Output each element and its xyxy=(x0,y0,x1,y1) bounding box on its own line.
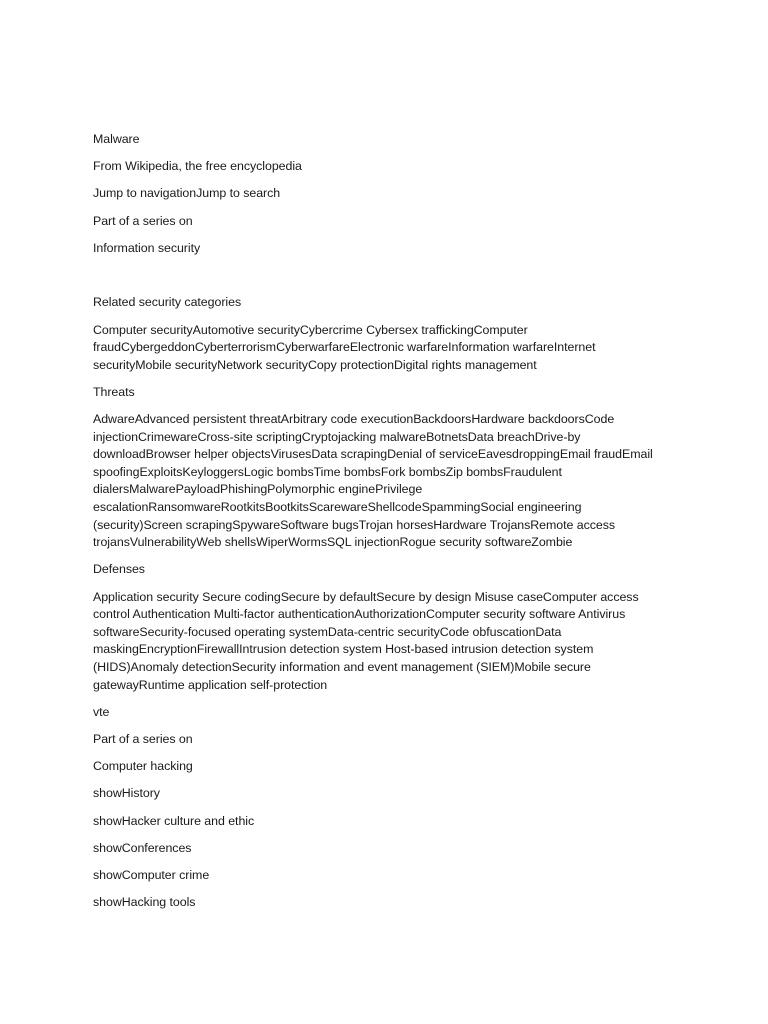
show-hacker-culture-item[interactable]: showHacker culture and ethic xyxy=(93,813,255,828)
document-page xyxy=(93,131,668,912)
related-categories-text: Computer securityAutomotive securityCybercrime Cybersex traffickingComputer fraudCybergeddonCyberterrorismCyberwarfareElectronic warfareInformation warfareInternet securityMobile securityNetwork securityCopy protectionDigital rights management xyxy=(93,322,596,372)
article-tagline: From Wikipedia, the free encyclopedia xyxy=(93,159,302,174)
show-hacking-tools-item[interactable]: showHacking tools xyxy=(93,895,196,910)
defenses-heading: Defenses xyxy=(93,562,145,577)
related-categories-heading: Related security categories xyxy=(93,295,242,310)
show-conferences-item[interactable]: showConferences xyxy=(93,840,192,855)
defenses-text: Application security Secure codingSecure by defaultSecure by design Misuse caseComputer access control Authentication Multi-factor authenticationAuthorizationComputer security software Antivirus softwareSecurity-focused operating systemData-centric securityCode obfuscationData maskingEncryptionFirewallIntrusion detection system Host-based intrusion detection system (HIDS)Anomaly detectionSecurity information and event management (SIEM)Mobile secure gatewayRuntime application self-protection xyxy=(93,589,639,692)
series-topic: Information security xyxy=(93,240,201,255)
jump-links: Jump to navigationJump to search xyxy=(93,186,281,201)
show-computer-crime-item[interactable]: showComputer crime xyxy=(93,867,210,882)
series-intro-hacking: Part of a series on xyxy=(93,731,193,746)
threats-text: AdwareAdvanced persistent threatArbitrary code executionBackdoorsHardware backdoorsCode injectionCrimewareCross-site scriptingCryptojacking malwareBotnetsData breachDrive-by downloadBrowser helper objectsVirusesData scrapingDenial of serviceEavesdroppingEmail fraudEmail spoofingExploitsKeyloggersLogic bombsTime bombsFork bombsZip bombsFraudulent dialersMalwarePayloadPhishingPolymorphic enginePrivilege escalationRansomwareRootkitsBootkitsScarewareShellcodeSpammingSocial engineering (security)Screen scrapingSpywareSoftware bugsTrojan horsesHardware TrojansRemote access trojansVulnerabilityWeb shellsWiperWormsSQL injectionRogue security softwareZombie xyxy=(93,412,653,550)
show-history-item[interactable]: showHistory xyxy=(93,786,160,801)
article-title: Malware xyxy=(93,132,140,146)
vte-label: vte xyxy=(93,704,110,719)
series-intro: Part of a series on xyxy=(93,213,193,228)
series-topic-hacking: Computer hacking xyxy=(93,759,193,774)
threats-heading: Threats xyxy=(93,384,135,399)
